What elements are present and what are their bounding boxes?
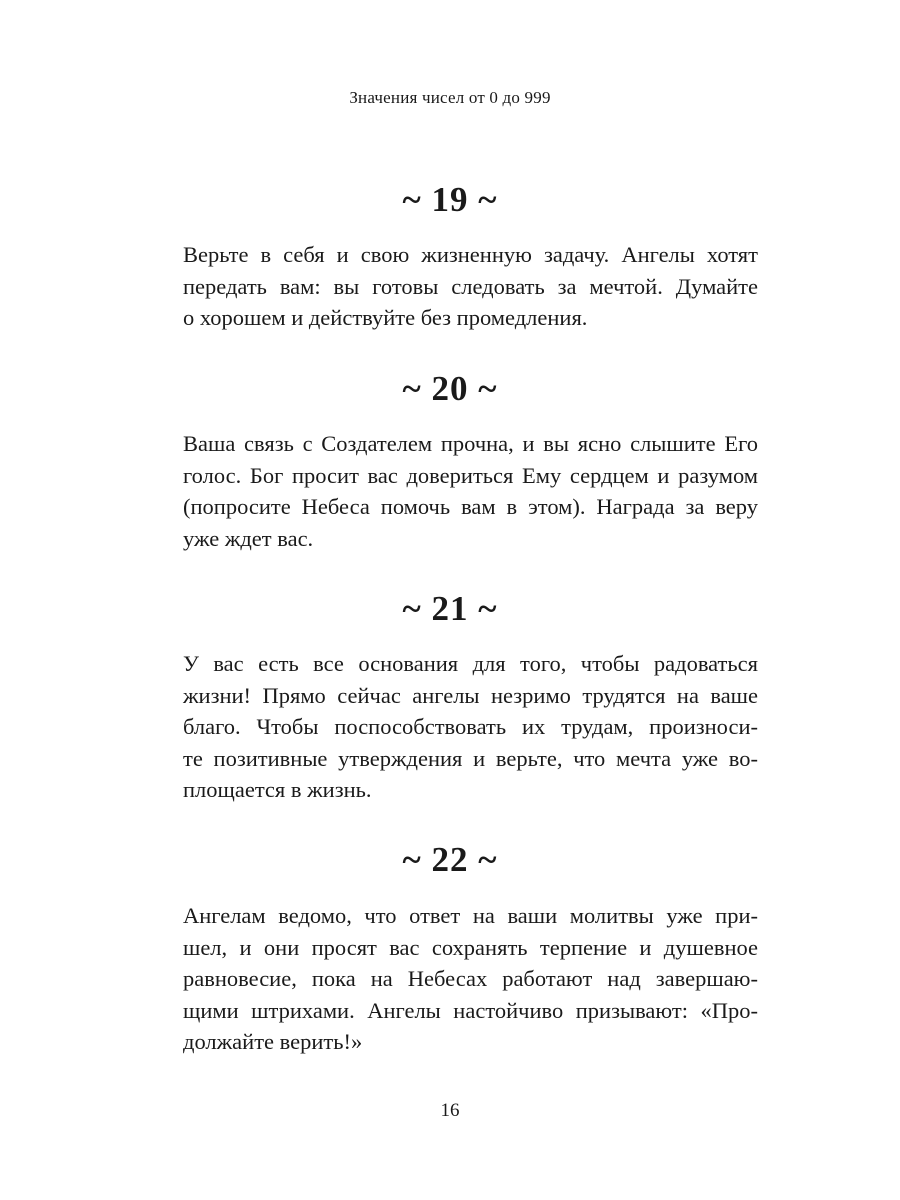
text-line: равновесие, пока на Небесах работают над завершаю- xyxy=(183,966,758,991)
text-line: щими штрихами. Ангелы настойчиво призывают: «Про- xyxy=(183,997,758,1023)
text-line: передать вам: вы готовы следовать за мечтой. Думайте xyxy=(183,273,758,299)
running-head: Значения чисел от 0 до 999 xyxy=(349,88,551,107)
entry-heading-22: ~ 22 ~ xyxy=(402,840,498,879)
text-line: благо. Чтобы поспособствовать их трудам, произноси- xyxy=(183,714,758,739)
text-line: голос. Бог просит вас довериться Ему сердцем и разумом xyxy=(183,462,758,488)
text-line: должайте верить!» xyxy=(183,1029,363,1054)
page-number: 16 xyxy=(440,1100,460,1121)
entry-text-20 xyxy=(183,428,758,554)
text-line: Ваша связь с Создателем прочна, и вы ясно слышите Его xyxy=(183,431,758,456)
text-line: те позитивные утверждения и верьте, что мечта уже во- xyxy=(183,745,758,771)
entry-text-22 xyxy=(183,900,758,1058)
text-line: жизни! Прямо сейчас ангелы незримо трудятся на ваше xyxy=(183,682,758,708)
entry-heading-20: ~ 20 ~ xyxy=(402,369,498,408)
text-line: Верьте в себя и свою жизненную задачу. Ангелы хотят xyxy=(183,242,758,267)
entry-text-19 xyxy=(183,239,758,334)
text-line: У вас есть все основания для того, чтобы радоваться xyxy=(183,651,758,676)
text-line: уже ждет вас. xyxy=(183,525,314,551)
entry-heading-21: ~ 21 ~ xyxy=(402,589,498,628)
text-line: Ангелам ведомо, что ответ на ваши молитвы уже при- xyxy=(183,903,758,928)
text-line: (попросите Небеса помочь вам в этом). Награда за веру xyxy=(183,494,758,519)
text-line: о хорошем и действуйте без промедления. xyxy=(183,305,588,330)
entry-heading-19: ~ 19 ~ xyxy=(402,180,498,219)
entry-text-21 xyxy=(183,648,758,806)
text-line: площается в жизнь. xyxy=(183,777,372,802)
text-line: шел, и они просят вас сохранять терпение и душевное xyxy=(183,934,758,960)
